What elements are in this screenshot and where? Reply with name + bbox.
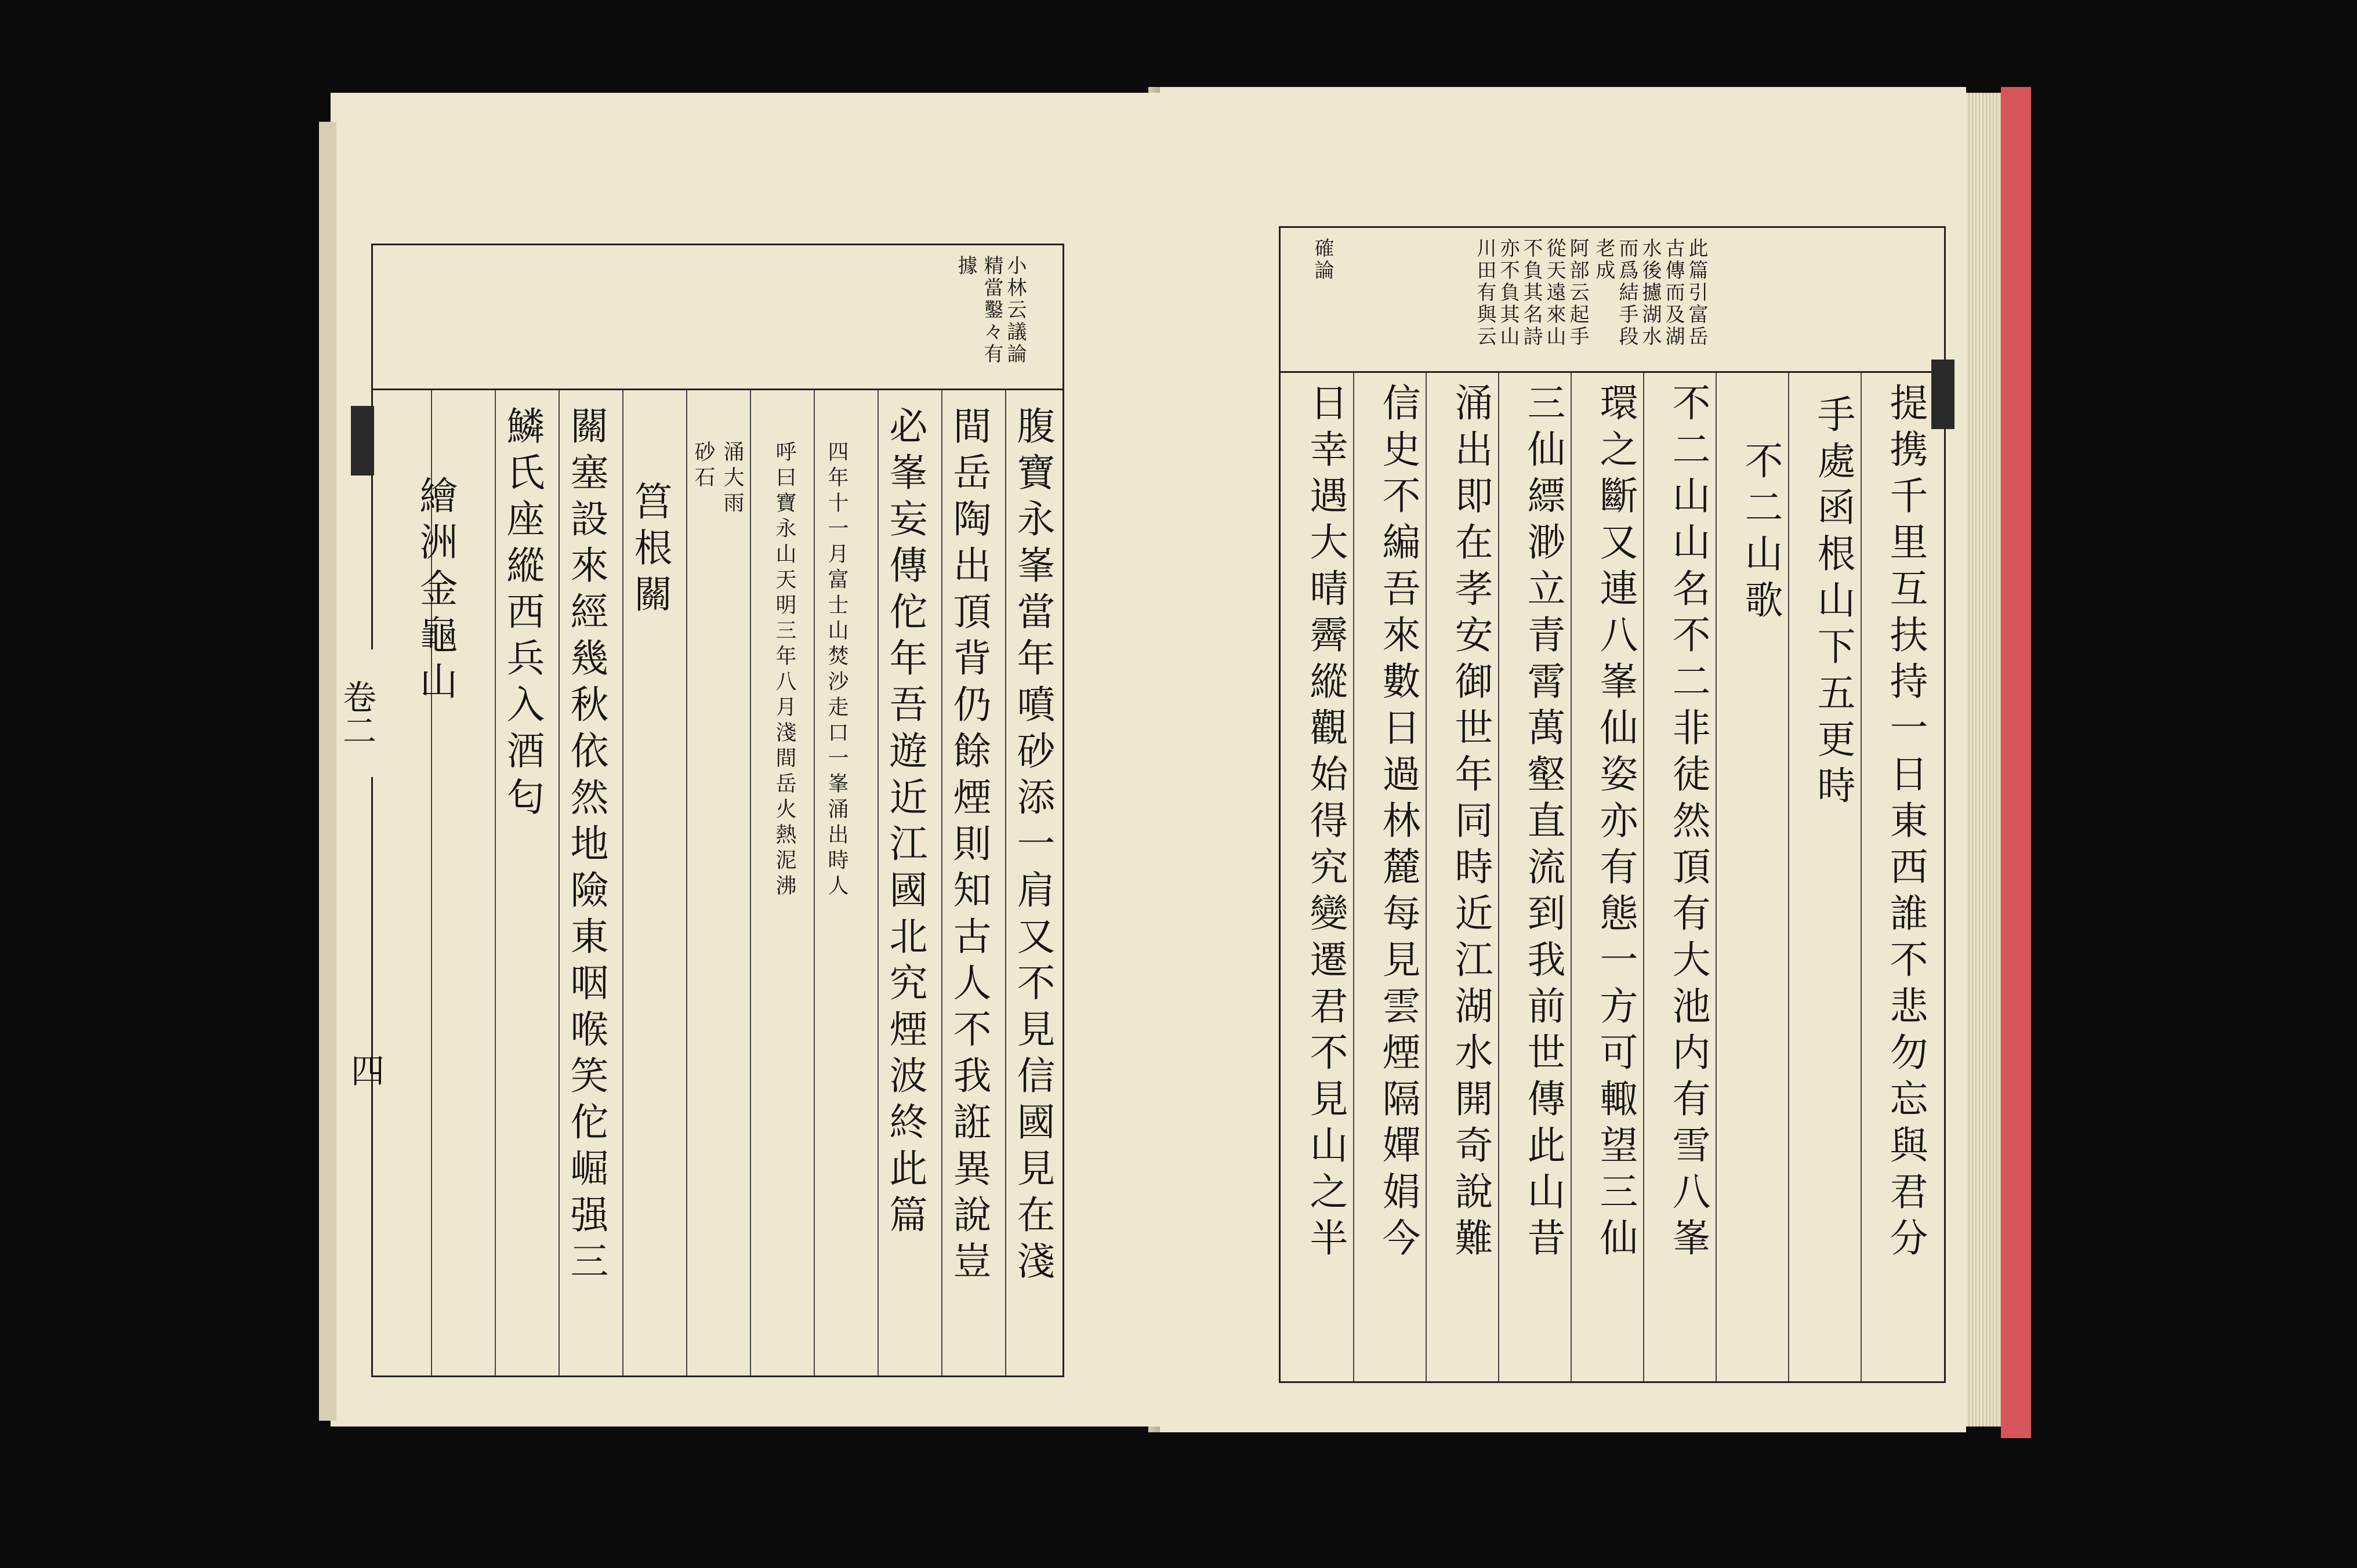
right-col-5: 環之斷又連八峯仙姿亦有態一方可輙望三仙 [1593,383,1638,1264]
page-number: 四 [351,1051,385,1091]
right-col-4: 不二山山名不二非徒然頂有大池内有雪八峯 [1666,383,1710,1264]
right-header-note-6: 阿部云起手 [1566,238,1589,348]
right-col-title-fuji: 不二山歌 [1738,441,1783,626]
right-page-stack-edge [1966,93,2001,1427]
left-header-note-1: 小林云議論 [1003,255,1027,365]
right-header-note-1: 此篇引富岳 [1685,238,1708,348]
left-col-1: 腹寶永峯當年噴砂添一肩又不見信國見在淺 [1010,406,1055,1287]
left-fishtail-mark [351,406,374,476]
right-header-note-4: 而爲結手段 [1615,238,1638,348]
red-cover-edge [2001,87,2031,1438]
right-header-note-3: 水後攄湖水 [1638,238,1662,348]
left-col-3: 必峯妄傳佗年吾遊近江國北究煙波終此篇 [883,406,927,1241]
right-header-note-7: 從天遠來山 [1543,238,1566,348]
left-col-9: 關塞設來經幾秋依然地險東咽喉笑佗崛强三 [564,406,608,1287]
left-header-note-3: 據 [954,255,977,277]
right-col-2: 手處函根山下五更時 [1811,394,1855,812]
left-col-2: 間岳陶出頂背仍餘煙則知古人不我誑異說豈 [947,406,991,1287]
left-col-10: 鱗氏座縱西兵入酒匂 [500,406,545,823]
left-col-5: 呼曰寶永山天明三年八月淺間岳火熱泥沸 [773,441,796,900]
right-header-note-11: 確論 [1311,238,1334,282]
right-col-9: 日幸遇大晴霽縱觀始得究變遷君不見山之半 [1303,383,1348,1264]
left-col-title-kinkizan: 繪洲金龜山 [413,476,458,707]
left-col-7: 砂石 [691,441,715,492]
right-header-note-2: 古傳而及湖 [1662,238,1685,348]
right-col-8: 信史不編吾來數日過林麓每見雲煙隔嬋娟今 [1376,383,1420,1264]
right-header-note-9: 亦不負其山 [1496,238,1520,348]
right-header-note-5: 老成 [1592,238,1615,282]
left-col-4: 四年十一月富士山焚沙走口一峯涌出時人 [825,441,848,900]
right-col-1: 提携千里互扶持一日東西誰不悲勿忘與君分 [1883,383,1928,1264]
right-fishtail-mark [1931,360,1955,429]
left-col-6: 涌大雨 [720,441,744,517]
chapter-label: 卷二 [345,649,381,777]
left-header-note-2: 精當鑿々有 [980,255,1003,365]
right-col-6: 三仙縹渺立青霄萬壑直流到我前世傳此山昔 [1521,383,1565,1264]
right-col-7: 涌出即在孝安御世年同時近江湖水開奇說難 [1448,383,1493,1264]
left-col-title-hakone: 筥根關 [628,481,672,620]
right-header-note-8: 不負其名詩 [1520,238,1543,348]
right-header-note-10: 川田有與云 [1473,238,1496,348]
left-page-edge [319,122,336,1421]
